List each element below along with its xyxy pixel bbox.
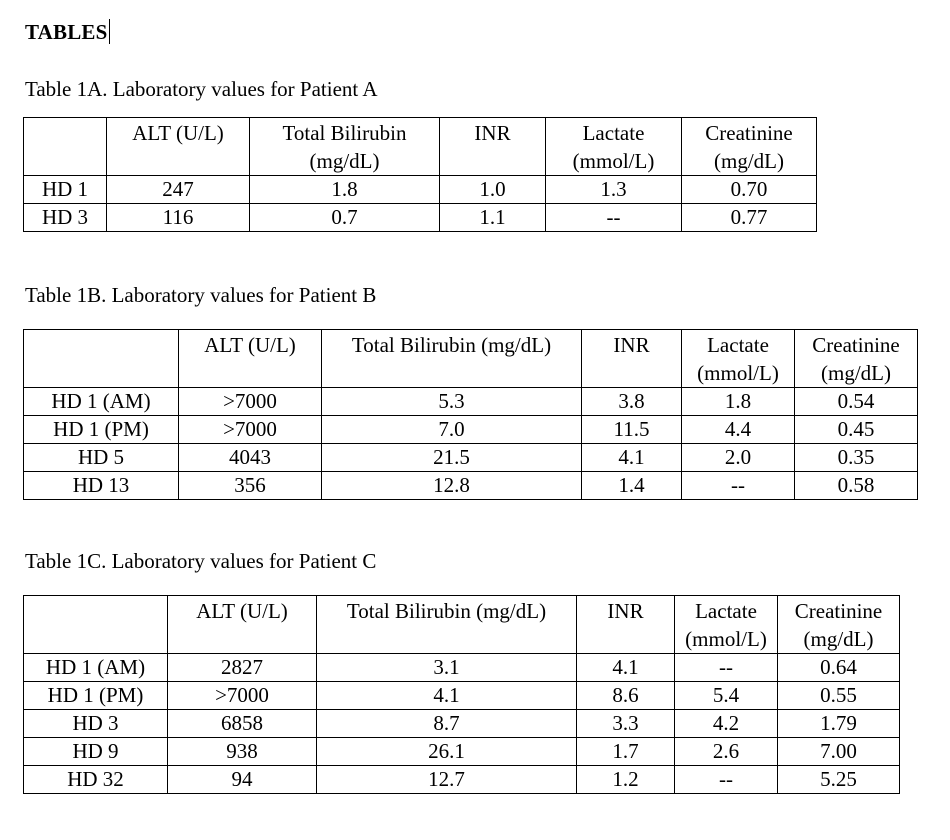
table-1c [23,595,900,794]
header-cell [24,596,168,654]
table-cell: 6858 [168,710,317,738]
table-row [24,738,900,766]
table-cell: 2.6 [675,738,778,766]
table-cell: 0.70 [682,176,817,204]
table-cell: 356 [179,472,322,500]
table-cell: 12.7 [317,766,577,794]
table-cell: 8.6 [577,682,675,710]
table-cell: 116 [107,204,250,232]
table-row [24,654,900,682]
table-row [24,204,817,232]
table-row [24,472,918,500]
table-row [24,444,918,472]
table-1b [23,329,918,500]
document-heading: TABLES [25,20,108,44]
table-cell: 21.5 [322,444,582,472]
table-cell: HD 1 (AM) [24,388,179,416]
text-cursor [109,19,110,44]
table-cell: 2827 [168,654,317,682]
table-cell: HD 3 [24,204,107,232]
table-cell: 0.54 [795,388,918,416]
header-cell: Creatinine (mg/dL) [795,330,918,388]
table-1b-caption: Table 1B. Laboratory values for Patient B [25,283,377,307]
table-cell: 1.0 [440,176,546,204]
header-cell [24,118,107,176]
table-cell: 11.5 [582,416,682,444]
table-cell: 4.1 [577,654,675,682]
table-row [24,388,918,416]
table-cell: 1.79 [778,710,900,738]
table-1a [23,117,817,232]
table-cell: 0.64 [778,654,900,682]
table-header-row [24,118,817,176]
table-cell: 5.3 [322,388,582,416]
table-row [24,710,900,738]
table-cell: HD 5 [24,444,179,472]
table-cell: 0.55 [778,682,900,710]
table-cell: HD 1 (AM) [24,654,168,682]
table-cell: 1.8 [682,388,795,416]
table-cell: -- [546,204,682,232]
table-cell: 12.8 [322,472,582,500]
table-cell: 1.3 [546,176,682,204]
table-cell: 5.4 [675,682,778,710]
table-cell: HD 1 (PM) [24,416,179,444]
table-row [24,416,918,444]
table-row [24,176,817,204]
table-cell: 0.7 [250,204,440,232]
table-cell: HD 32 [24,766,168,794]
table-cell: 1.1 [440,204,546,232]
table-cell: 3.8 [582,388,682,416]
table-cell: 0.77 [682,204,817,232]
table-cell: 938 [168,738,317,766]
header-cell: ALT (U/L) [179,330,322,388]
header-cell: Creatinine (mg/dL) [778,596,900,654]
table-cell: 247 [107,176,250,204]
header-cell: ALT (U/L) [107,118,250,176]
table-cell: 1.8 [250,176,440,204]
header-cell: INR [582,330,682,388]
table-cell: 1.2 [577,766,675,794]
table-cell: 4.1 [317,682,577,710]
table-cell: 4.4 [682,416,795,444]
table-cell: -- [682,472,795,500]
header-cell [24,330,179,388]
header-cell: Lactate (mmol/L) [682,330,795,388]
table-cell: 4043 [179,444,322,472]
table-cell: 4.1 [582,444,682,472]
header-cell: Total Bilirubin (mg/dL) [317,596,577,654]
table-cell: 3.1 [317,654,577,682]
header-cell: Lactate (mmol/L) [675,596,778,654]
table-cell: 94 [168,766,317,794]
table-cell: 3.3 [577,710,675,738]
table-1c-caption: Table 1C. Laboratory values for Patient C [25,549,377,573]
table-cell: 26.1 [317,738,577,766]
table-cell: HD 13 [24,472,179,500]
table-row [24,682,900,710]
table-cell: -- [675,766,778,794]
table-cell: -- [675,654,778,682]
header-cell: Total Bilirubin (mg/dL) [250,118,440,176]
table-cell: 7.00 [778,738,900,766]
table-cell: HD 9 [24,738,168,766]
table-cell: 0.45 [795,416,918,444]
header-cell: Total Bilirubin (mg/dL) [322,330,582,388]
table-cell: HD 1 [24,176,107,204]
header-cell: Lactate (mmol/L) [546,118,682,176]
table-header-row [24,330,918,388]
header-cell: ALT (U/L) [168,596,317,654]
table-cell: 7.0 [322,416,582,444]
table-cell: >7000 [179,416,322,444]
table-cell: HD 1 (PM) [24,682,168,710]
table-1a-caption: Table 1A. Laboratory values for Patient A [25,77,378,101]
table-row [24,766,900,794]
header-cell: INR [440,118,546,176]
table-cell: 8.7 [317,710,577,738]
table-cell: 0.35 [795,444,918,472]
table-cell: 1.4 [582,472,682,500]
table-cell: HD 3 [24,710,168,738]
table-cell: >7000 [179,388,322,416]
header-cell: Creatinine (mg/dL) [682,118,817,176]
header-cell: INR [577,596,675,654]
table-cell: 4.2 [675,710,778,738]
table-cell: 1.7 [577,738,675,766]
table-cell: 5.25 [778,766,900,794]
table-header-row [24,596,900,654]
table-cell: 2.0 [682,444,795,472]
table-cell: 0.58 [795,472,918,500]
table-cell: >7000 [168,682,317,710]
